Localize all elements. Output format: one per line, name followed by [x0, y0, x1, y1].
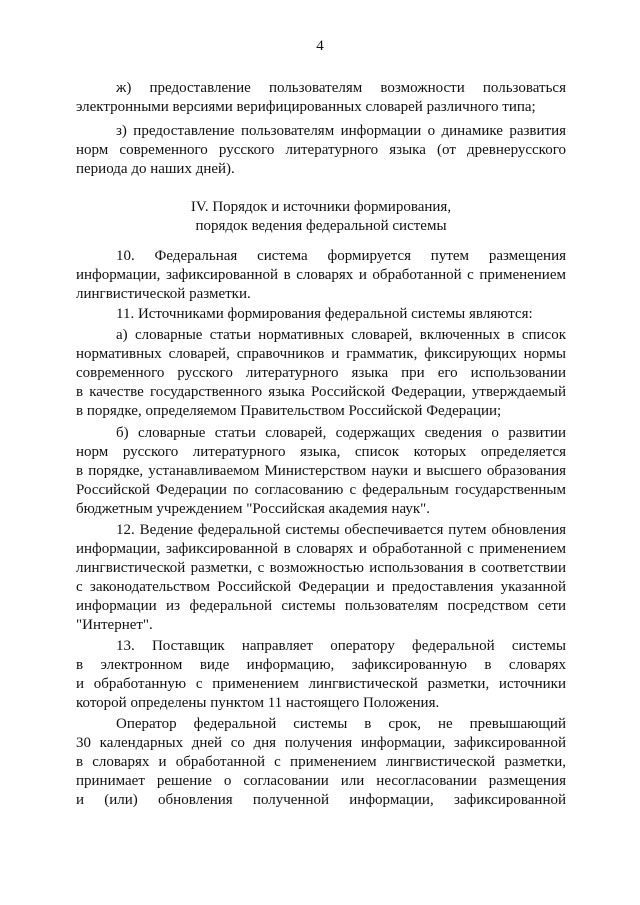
- text-line: информации из федеральной системы пользователям посредством сети: [76, 598, 566, 614]
- text-line: периода до наших дней).: [76, 161, 235, 177]
- text-line: ж) предоставление пользователям возможности пользоваться: [116, 80, 566, 96]
- text-line: норм русского литературного языка, список которых определяется: [76, 444, 566, 460]
- text-line: бюджетным учреждением "Российская академия наук".: [76, 501, 431, 517]
- text-line: 13. Поставщик направляет оператору федеральной системы: [116, 638, 566, 654]
- text-line: б) словарные статьи словарей, содержащих сведения о развитии: [116, 425, 566, 441]
- text-line: электронными версиями верифицированных словарей различного типа;: [76, 99, 536, 115]
- text-line: Оператор федеральной системы в срок, не превышающий: [116, 716, 566, 732]
- text-line: 11. Источниками формирования федеральной системы являются:: [116, 306, 533, 322]
- text-line: 30 календарных дней со дня получения информации, зафиксированной: [76, 735, 566, 751]
- text-line: лингвистической разметки, с возможностью использования в соответствии: [76, 560, 566, 576]
- text-line: современного русского литературного языка при его использовании: [76, 365, 566, 381]
- text-line: и (или) обновления полученной информации, зафиксированной: [76, 792, 566, 808]
- text-line: норм современного русского литературного языка (от древнерусского: [76, 142, 566, 158]
- text-line: принимает решение о согласовании или несогласовании размещения: [76, 773, 566, 789]
- text-line: "Интернет".: [76, 617, 153, 633]
- text-line: в порядке, определяемом Правительством Российской Федерации;: [76, 403, 502, 419]
- text-line: в порядке, устанавливаемом Министерством науки и высшего образования: [76, 463, 566, 479]
- text-line: в словарях и обработанной с применением лингвистической разметки,: [76, 754, 566, 770]
- text-line: 12. Ведение федеральной системы обеспечивается путем обновления: [116, 522, 566, 538]
- text-line: а) словарные статьи нормативных словарей, включенных в список: [116, 327, 566, 343]
- text-line: Российской Федерации по согласованию с федеральным государственным: [76, 482, 566, 498]
- text-line: с законодательством Российской Федерации и предоставления указанной: [76, 579, 566, 595]
- text-line: з) предоставление пользователям информации о динамике развития: [116, 123, 566, 139]
- text-line: в качестве государственного языка Российской Федерации, утверждаемый: [76, 384, 566, 400]
- text-line: в электронном виде информацию, зафиксированную в словарях: [76, 657, 566, 673]
- section-heading: порядок ведения федеральной системы: [195, 218, 447, 234]
- text-line: информации, зафиксированной в словарях и обработанной с применением: [76, 267, 566, 283]
- page-number: 4: [316, 38, 324, 54]
- text-line: информации, зафиксированной в словарях и обработанной с применением: [76, 541, 566, 557]
- text-line: которой определены пунктом 11 настоящего Положения.: [76, 695, 440, 711]
- text-line: лингвистической разметки.: [76, 286, 251, 302]
- text-line: 10. Федеральная система формируется путем размещения: [116, 248, 566, 264]
- text-line: нормативных словарей, справочников и грамматик, фиксирующих нормы: [76, 346, 566, 362]
- section-heading: IV. Порядок и источники формирования,: [190, 199, 452, 215]
- text-line: и обработанную с применением лингвистической разметки, источники: [76, 676, 566, 692]
